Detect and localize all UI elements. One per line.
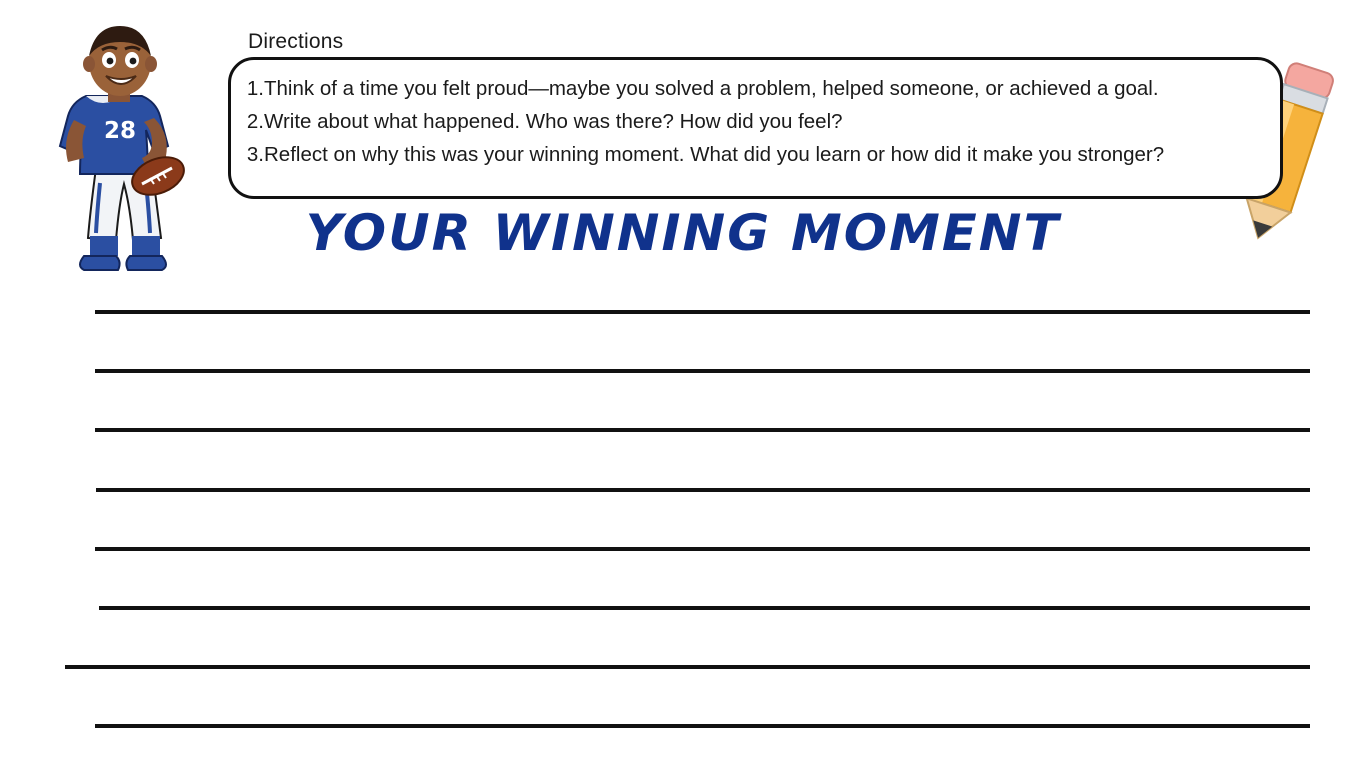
- writing-line[interactable]: [95, 369, 1310, 373]
- writing-line[interactable]: [95, 724, 1310, 728]
- direction-item: [244, 138, 1279, 171]
- writing-line[interactable]: [95, 547, 1310, 551]
- direction-text: Reflect on why this was your winning moment. What did you learn or how did it make you stronger?: [264, 143, 1165, 166]
- direction-text: Write about what happened. Who was there? How did you feel?: [264, 110, 843, 133]
- direction-number: 2.: [246, 110, 264, 133]
- directions-list: [244, 72, 1279, 171]
- writing-line[interactable]: [65, 665, 1310, 669]
- direction-text: Think of a time you felt proud—maybe you solved a problem, helped someone, or achieved a goal.: [264, 77, 1159, 100]
- writing-line[interactable]: [95, 310, 1310, 314]
- direction-item: [244, 105, 1279, 138]
- page-title: YOUR WINNING MOMENT: [305, 204, 1061, 262]
- direction-number: 1.: [246, 77, 264, 100]
- direction-number: 3.: [246, 143, 264, 166]
- jersey-number: 28: [104, 118, 137, 144]
- writing-line[interactable]: [96, 488, 1310, 492]
- writing-line[interactable]: [99, 606, 1310, 610]
- directions-label: Directions: [248, 30, 344, 53]
- direction-item: [244, 72, 1279, 105]
- writing-line[interactable]: [95, 428, 1310, 432]
